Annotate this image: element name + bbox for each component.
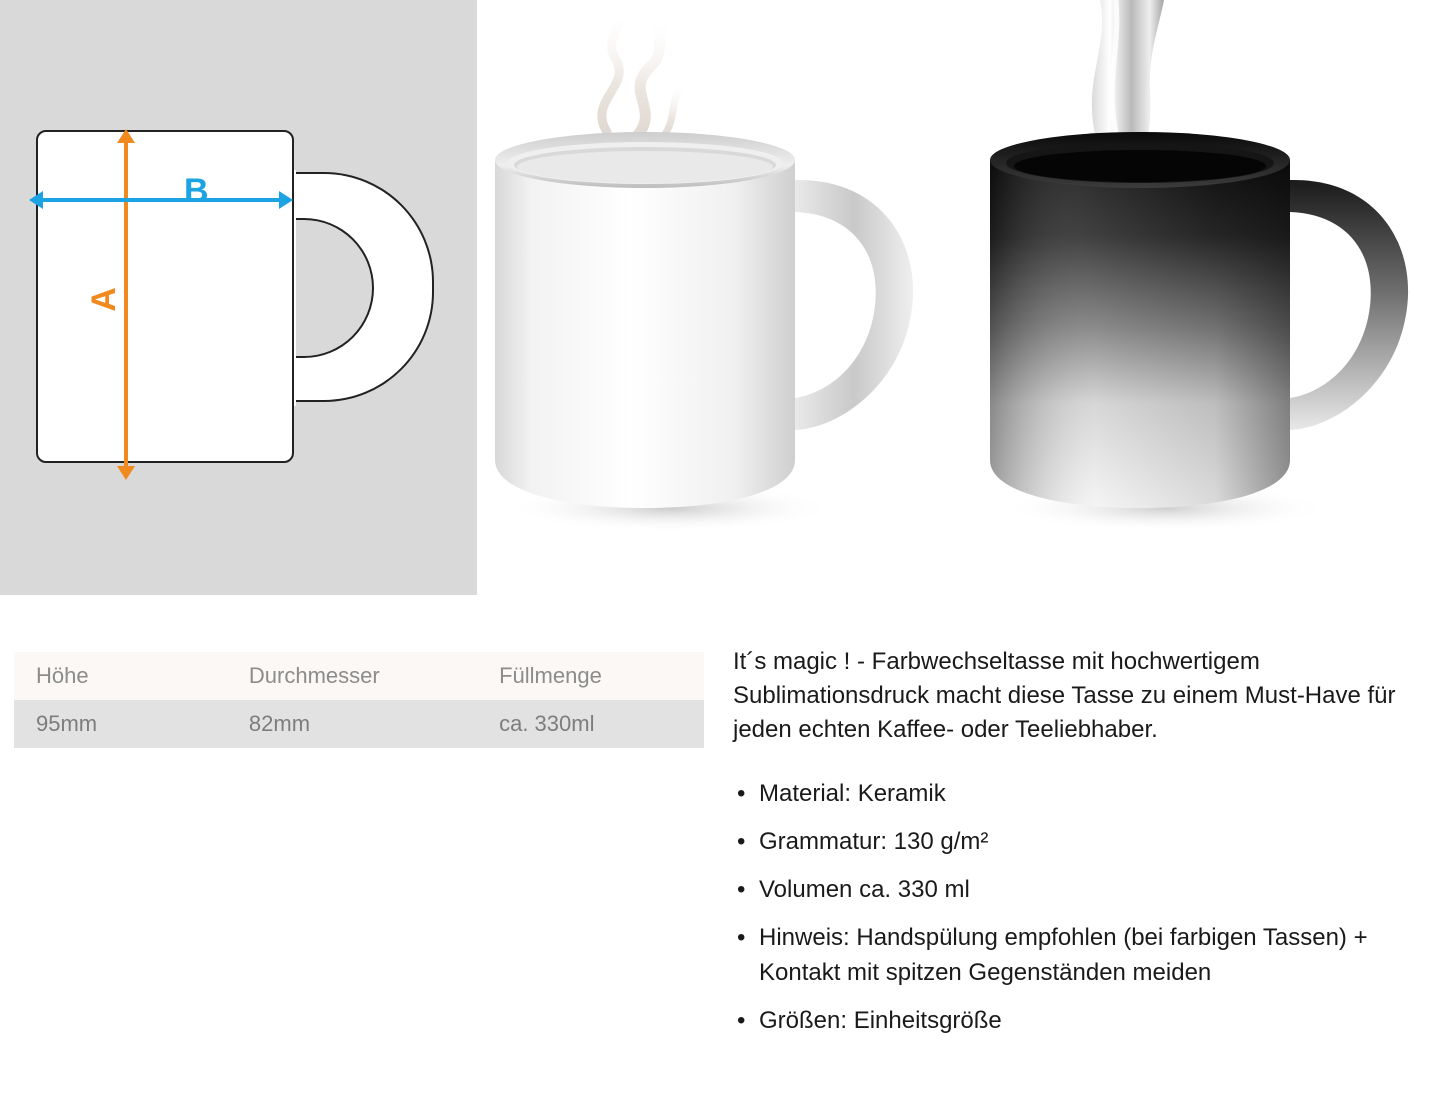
feature-list (733, 777, 1423, 1037)
value-capacity: ca. 330ml (499, 711, 595, 736)
white-mug-image (455, 0, 925, 595)
list-item: • Material: Keramik (733, 777, 1423, 811)
list-item: • Größen: Einheitsgröße (733, 1004, 1423, 1038)
schematic-mug-body (36, 130, 294, 463)
list-item: • Hinweis: Handspülung empfohlen (bei farbigen Tassen) + Kontakt mit spitzen Gegenständen meiden (733, 921, 1423, 989)
column-header-diameter: Durchmesser (248, 663, 380, 688)
specification-table (14, 652, 704, 748)
list-item: • Grammatur: 130 g/m² (733, 825, 1423, 859)
table-row (14, 700, 704, 748)
color-change-mug-image (950, 0, 1420, 595)
value-diameter: 82mm (248, 711, 311, 736)
column-header-height: Höhe (36, 663, 89, 688)
height-arrow-icon (124, 142, 128, 467)
list-item: • Volumen ca. 330 ml (733, 873, 1423, 907)
product-description (733, 645, 1423, 1052)
height-dimension-label: A (84, 287, 123, 312)
steam-icon (602, 8, 687, 140)
column-header-capacity: Füllmenge (499, 663, 602, 688)
mug-dimension-schematic (36, 130, 416, 470)
table-header-row (14, 652, 704, 700)
description-paragraph: It´s magic ! - Farbwechseltasse mit hochwertigem Sublimationsdruck macht diese Tasse zu einem Must-Have für jeden echten Kaffee- oder Teeliebhaber. (733, 648, 1396, 744)
diameter-dimension-label: B (184, 172, 209, 210)
diameter-arrow-icon (42, 198, 280, 202)
value-height: 95mm (36, 711, 98, 736)
